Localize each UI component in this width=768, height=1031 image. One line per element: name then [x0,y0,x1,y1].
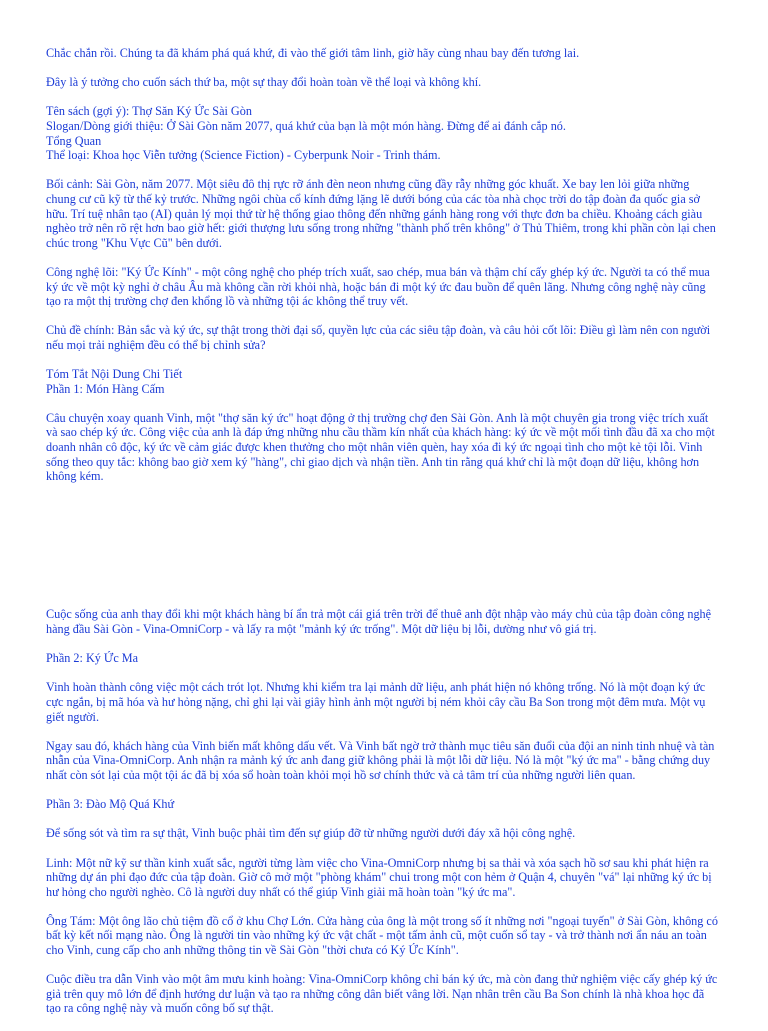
technology-paragraph: Công nghệ lõi: "Ký Ức Kính" - một công nghệ cho phép trích xuất, sao chép, mua bán và thậm chí cấy ghép ký ức. Người ta có thể mua ký ức về một kỳ nghỉ ở châu Âu mà không cần rời khỏi nhà, hoặc bán đi một ký ức đau buồn để quên lãng. Nhưng công nghệ này cũng tạo ra một thị trường chợ đen khổng lồ và những tội ác không thể truy vết. [46,264,710,309]
part1-paragraph-2: Cuộc sống của anh thay đổi khi một khách hàng bí ẩn trả một cái giá trên trời để thuê anh đột nhập vào máy chủ của tập đoàn công nghệ hàng đầu Sài Gòn - Vina-OmniCorp - và lấy ra một "mảnh ký ức trống". Một dữ liệu bị lỗi, dường như vô giá trị. [46,607,712,636]
overview-heading: Tổng Quan [46,133,102,148]
blank-gap [46,498,722,607]
part3-heading: Phần 3: Đào Mộ Quá Khứ [46,797,175,812]
part1-paragraph-1: Câu chuyện xoay quanh Vinh, một "thợ săn ký ức" hoạt động ở thị trường chợ đen Sài Gòn. Anh là một chuyên gia trong việc trích xuất và sao chép ký ức. Công việc của anh là đáp ứng những nhu cầu thầm kín nhất của khách hàng: ký ức về một mối tình đầu đã xa cho một doanh nhân cô độc, ký ức về cảm giác được khen thưởng cho một nhân viên quèn, hay xóa đi ký ức ngoại tình cho một kẻ tội lỗi. Vinh sống theo quy tắc: không bao giờ xem ký "hàng", chỉ giao dịch và nhận tiền. Anh tin rằng quá khứ chỉ là một đoạn dữ liệu, không hơn không kém. [46,410,715,484]
summary-heading: Tóm Tắt Nội Dung Chi Tiết [46,367,183,382]
intro-paragraph: Chắc chắn rồi. Chúng ta đã khám phá quá khứ, đi vào thế giới tâm linh, giờ hãy cùng nhau bay đến tương lai. [46,46,580,60]
part3-paragraph-4: Cuộc điều tra dẫn Vinh vào một âm mưu kinh hoàng: Vina-OmniCorp không chỉ bán ký ức, mà còn đang thử nghiệm việc cấy ghép ký ức giả trên quy mô lớn để định hướng dư luận và tạo ra những công dân biết vâng lời. Nạn nhân trên cầu Ba Son chính là nhà khoa học đã tạo ra công nghệ này và muốn công bố sự thật. [46,972,718,1016]
part3-linh-paragraph: Linh: Một nữ kỹ sư thần kinh xuất sắc, người từng làm việc cho Vina-OmniCorp nhưng bị sa thải và xóa sạch hồ sơ sau khi phát hiện ra những dự án phi đạo đức của tập đoàn. Giờ cô mở một "phòng khám" chui trong một con hẻm ở Quận 4, chuyên "vá" lại những ký ức bị hư hỏng cho người nghèo. Cô là người duy nhất có thể giúp Vinh giải mã hoàn toàn "ký ức ma". [46,855,712,899]
part3-paragraph-1: Để sống sót và tìm ra sự thật, Vinh buộc phải tìm đến sự giúp đỡ từ những người dưới đáy xã hội công nghệ. [46,826,576,841]
part2-heading: Phần 2: Ký Ức Ma [46,651,139,666]
theme-paragraph: Chủ đề chính: Bản sắc và ký ức, sự thật trong thời đại số, quyền lực của các siêu tập đoàn, và câu hỏi cốt lõi: Điều gì làm nên con người nếu mọi trải nghiệm đều có thể bị chỉnh sửa? [46,323,711,352]
genre-line: Thể loại: Khoa học Viễn tưởng (Science Fiction) - Cyberpunk Noir - Trinh thám. [46,148,441,163]
part3-tam-paragraph: Ông Tám: Một ông lão chủ tiệm đồ cổ ở khu Chợ Lớn. Cửa hàng của ông là một trong số ít những nơi "ngoại tuyến" ở Sài Gòn, không có bất kỳ kết nối mạng nào. Ông là người tin vào những ký ức vật chất - một tấm ảnh cũ, một cuốn sổ tay - và trở thành nơi ẩn náu an toàn cho Vinh, cung cấp cho anh những thông tin về Sài Gòn "thời chưa có Ký Ức Kính". [46,913,718,958]
setting-paragraph: Bối cảnh: Sài Gòn, năm 2077. Một siêu đô thị rực rỡ ánh đèn neon nhưng cũng đầy rẫy những góc khuất. Xe bay len lỏi giữa những chung cư cũ kỹ từ thế kỷ trước. Những ngôi chùa cổ kính đứng lặng lẽ dưới bóng của các tòa nhà chọc trời do tập đoàn đa quốc gia sở hữu. Trí tuệ nhân tạo (AI) quản lý mọi thứ từ hệ thống giao thông đến những gánh hàng rong với thực đơn ba chiều. Khoảng cách giàu nghèo trở nên rõ rệt hơn bao giờ hết: giới thượng lưu sống trong những "thành phố trên không" ở Thủ Thiêm, trong khi phần còn lại chen chúc trong "Khu Vực Cũ" bên dưới. [46,177,716,250]
part2-paragraph-2: Ngay sau đó, khách hàng của Vinh biến mất không dấu vết. Và Vinh bất ngờ trở thành mục tiêu săn đuổi của đội an ninh tinh nhuệ và tàn nhẫn của Vina-OmniCorp. Anh nhận ra mảnh ký ức anh đang giữ không phải là một lỗi dữ liệu. Nó là một "ký ức ma" - bằng chứng duy nhất còn sót lại của một tội ác đã bị xóa sổ hoàn toàn khỏi mọi hồ sơ chính thức và cả tâm trí của những người liên quan. [46,738,715,782]
summary-block [46,367,722,396]
part1-heading: Phần 1: Món Hàng Cấm [46,381,165,396]
slogan-line: Slogan/Dòng giới thiệu: Ở Sài Gòn năm 2077, quá khứ của bạn là một món hàng. Đừng để ai đánh cắp nó. [46,118,566,133]
document-page [46,46,722,1031]
idea-paragraph: Đây là ý tưởng cho cuốn sách thứ ba, một sự thay đổi hoàn toàn về thể loại và không khí. [46,75,482,90]
book-meta-block [46,104,722,162]
part2-paragraph-1: Vinh hoàn thành công việc một cách trót lọt. Nhưng khi kiểm tra lại mảnh dữ liệu, anh phát hiện nó không trống. Nó là một đoạn ký ức cực ngắn, bị mã hóa và hư hỏng nặng, chỉ ghi lại vài giây hình ảnh một người bị ném khỏi cây cầu Ba Son trong một đêm mưa. Một vụ giết người. [46,680,706,724]
book-title-line: Tên sách (gợi ý): Thợ Săn Ký Ức Sài Gòn [46,104,252,119]
